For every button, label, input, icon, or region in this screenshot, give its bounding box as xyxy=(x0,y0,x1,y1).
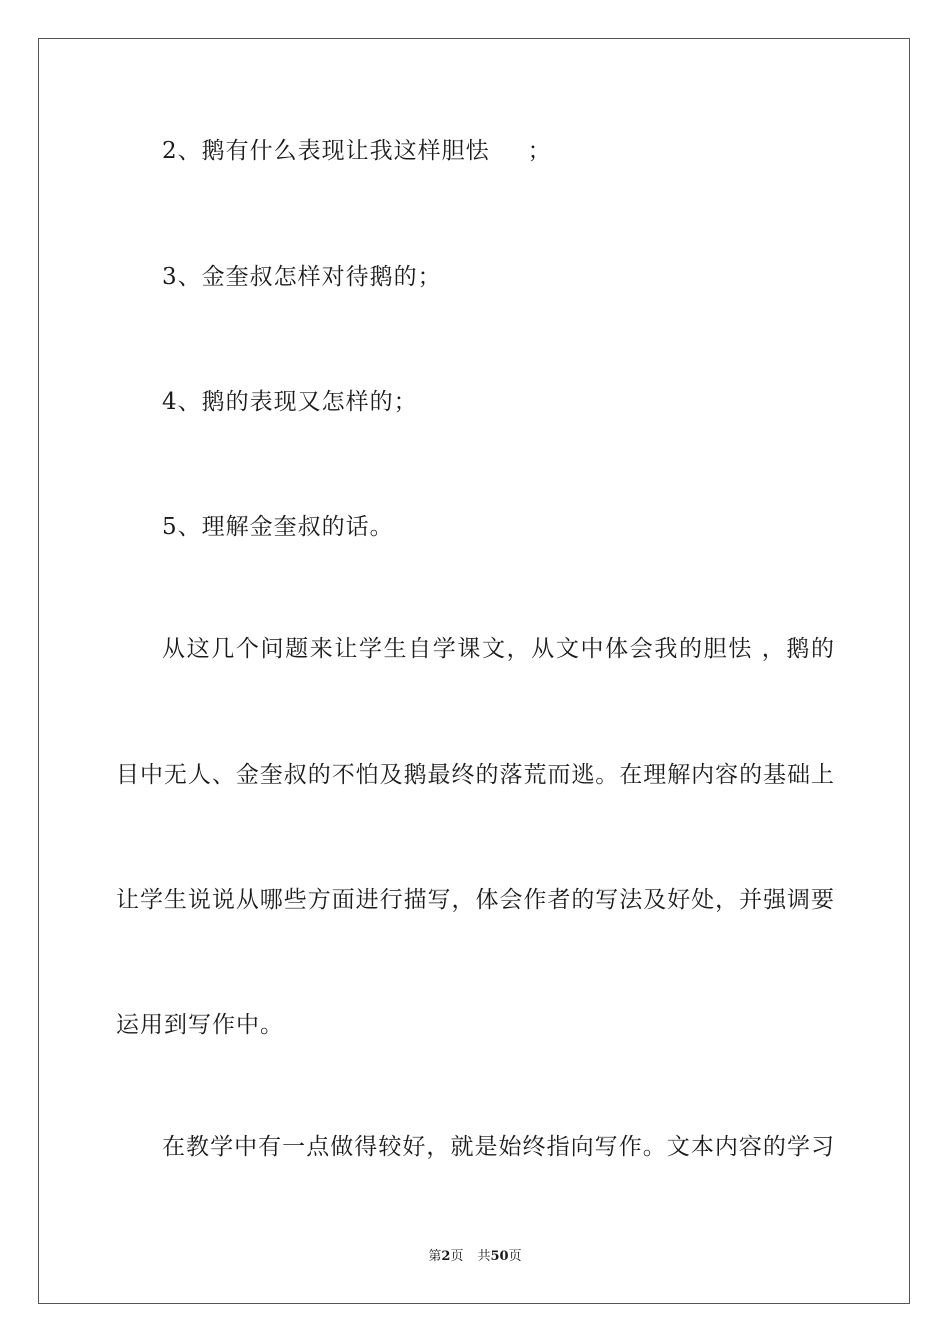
paragraph-1-line-1: 从这几个问题来让学生自学课文，从文中体会我的胆怯 ，鹅的 xyxy=(162,636,834,662)
footer-total-unit: 页 xyxy=(508,1249,522,1264)
list-item-2-semicolon: ； xyxy=(527,138,552,164)
list-item-3: 3、金奎叔怎样对待鹅的； xyxy=(162,264,442,290)
footer-page-unit: 页 xyxy=(450,1249,464,1264)
footer-total-prefix: 共 xyxy=(477,1249,491,1264)
footer-total-pages: 50 xyxy=(490,1249,509,1264)
page-border xyxy=(38,38,910,1304)
list-item-4: 4、鹅的表现又怎样的； xyxy=(162,389,418,415)
page-footer xyxy=(0,1249,950,1265)
footer-page-number: 2 xyxy=(441,1249,451,1264)
list-item-2-text: 2、鹅有什么表现让我这样胆怯 xyxy=(162,138,490,164)
paragraph-2-line-1: 在教学中有一点做得较好，就是始终指向写作。文本内容的学习 xyxy=(162,1134,834,1160)
footer-prefix: 第 xyxy=(428,1249,442,1264)
paragraph-1-line-3: 让学生说说从哪些方面进行描写，体会作者的写法及好处，并强调要 xyxy=(116,887,834,913)
list-item-5: 5、理解金奎叔的话。 xyxy=(162,514,394,540)
paragraph-1-line-4: 运用到写作中。 xyxy=(116,1012,284,1038)
list-item-2 xyxy=(162,136,552,166)
paragraph-1-line-2: 目中无人、金奎叔的不怕及鹅最终的落荒而逃。在理解内容的基础上 xyxy=(116,762,834,788)
